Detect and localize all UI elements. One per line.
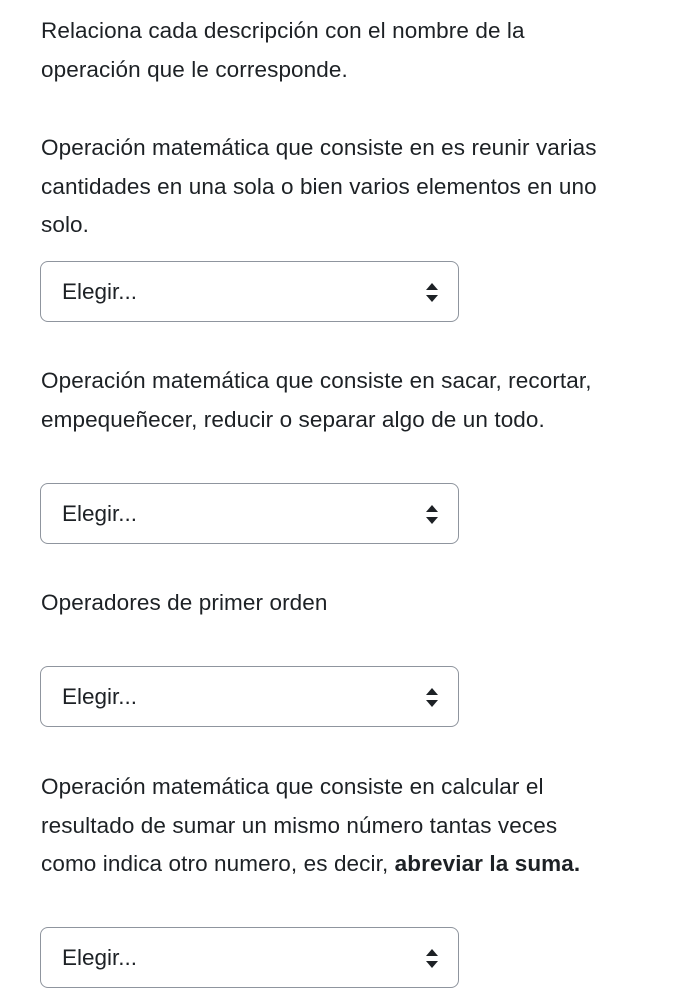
question-2-text	[41, 362, 678, 439]
select-value: Elegir...	[62, 501, 138, 526]
instructions-line: operación que le corresponde.	[41, 56, 348, 82]
question-4-text	[41, 768, 678, 884]
question-line: Operación matemática que consiste en es reunir varias	[41, 135, 597, 160]
sort-up-down-icon	[425, 282, 439, 303]
question-line-emphasis: abreviar la suma.	[394, 851, 581, 876]
answer-select-1[interactable]	[40, 261, 459, 322]
answer-select-2[interactable]	[40, 483, 459, 544]
question-line: Operadores de primer orden	[41, 590, 328, 615]
answer-select-3[interactable]	[40, 666, 459, 727]
question-3-text	[41, 584, 678, 623]
question-line: empequeñecer, reducir o separar algo de un todo.	[41, 406, 545, 432]
question-line: Operación matemática que consiste en calcular el	[41, 774, 544, 799]
question-1-text	[41, 129, 678, 245]
instructions-text	[41, 12, 678, 89]
sort-up-down-icon	[425, 948, 439, 969]
answer-select-4[interactable]	[40, 927, 459, 988]
question-line-plain: como indica otro numero, es decir,	[41, 851, 395, 876]
select-value: Elegir...	[62, 684, 138, 709]
select-value: Elegir...	[62, 279, 138, 304]
instructions-line: Relaciona cada descripción con el nombre de la	[41, 18, 525, 43]
question-line: solo.	[41, 212, 90, 237]
sort-up-down-icon	[425, 687, 439, 708]
sort-up-down-icon	[425, 504, 439, 525]
question-line: cantidades en una sola o bien varios elementos en uno	[41, 173, 597, 199]
select-value: Elegir...	[62, 945, 138, 970]
question-line: Operación matemática que consiste en sacar, recortar,	[41, 368, 592, 393]
question-line: resultado de sumar un mismo número tantas veces	[41, 812, 558, 838]
question-line	[41, 845, 678, 884]
